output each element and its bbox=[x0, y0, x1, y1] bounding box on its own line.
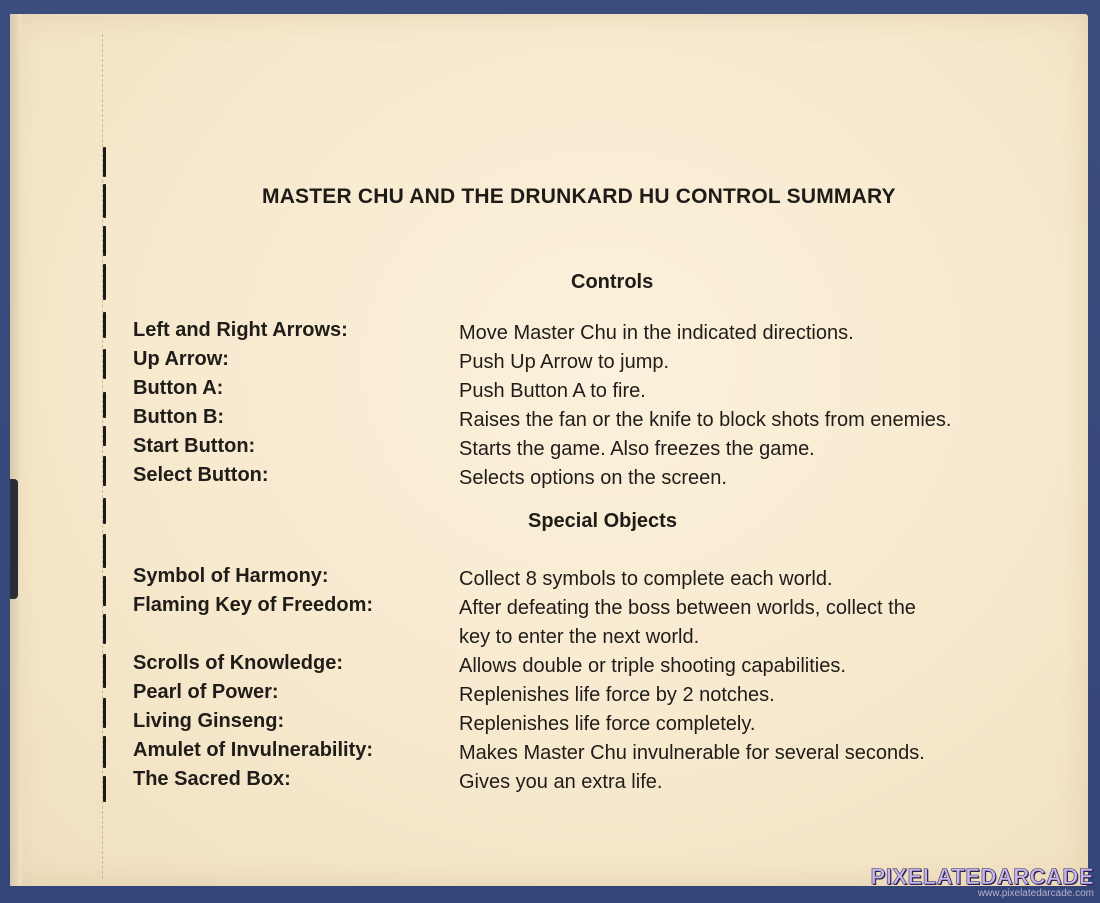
control-label: Start Button: bbox=[133, 435, 256, 457]
binding-mark bbox=[103, 147, 106, 177]
special-object-description: Gives you an extra life. bbox=[459, 771, 663, 793]
control-row bbox=[0, 377, 1100, 406]
special-object-description: Makes Master Chu invulnerable for several seconds. bbox=[459, 742, 925, 764]
special-object-description: After defeating the boss between worlds, collect the bbox=[459, 597, 916, 619]
control-description: Starts the game. Also freezes the game. bbox=[459, 438, 815, 460]
control-description: Selects options on the screen. bbox=[459, 467, 727, 489]
special-object-row bbox=[0, 652, 1100, 681]
special-object-label: Living Ginseng: bbox=[133, 710, 285, 732]
special-object-label: Scrolls of Knowledge: bbox=[133, 652, 344, 674]
control-row bbox=[0, 406, 1100, 435]
special-object-description: Replenishes life force completely. bbox=[459, 713, 756, 735]
special-object-label: The Sacred Box: bbox=[133, 768, 291, 790]
special-object-description-continued: key to enter the next world. bbox=[459, 626, 700, 648]
watermark bbox=[871, 864, 1094, 899]
control-description: Raises the fan or the knife to block shots from enemies. bbox=[459, 409, 952, 431]
control-label: Select Button: bbox=[133, 464, 269, 486]
binding-mark bbox=[103, 498, 106, 524]
special-object-description: Collect 8 symbols to complete each world. bbox=[459, 568, 833, 590]
page-title: MASTER CHU AND THE DRUNKARD HU CONTROL SUMMARY bbox=[262, 185, 896, 208]
control-row bbox=[0, 464, 1100, 493]
special-object-label: Pearl of Power: bbox=[133, 681, 279, 703]
special-object-description: Replenishes life force by 2 notches. bbox=[459, 684, 775, 706]
control-row bbox=[0, 348, 1100, 377]
control-label: Up Arrow: bbox=[133, 348, 229, 370]
control-label: Button B: bbox=[133, 406, 225, 428]
special-objects-heading: Special Objects bbox=[528, 510, 677, 532]
binding-mark bbox=[103, 184, 106, 218]
special-object-row bbox=[0, 565, 1100, 594]
control-description: Push Button A to fire. bbox=[459, 380, 646, 402]
special-object-description: Allows double or triple shooting capabilities. bbox=[459, 655, 846, 677]
special-object-row bbox=[0, 768, 1100, 797]
control-label: Button A: bbox=[133, 377, 224, 399]
control-row bbox=[0, 319, 1100, 348]
binding-mark bbox=[103, 226, 106, 256]
control-label: Left and Right Arrows: bbox=[133, 319, 348, 341]
binding-mark bbox=[103, 264, 106, 300]
binding-mark bbox=[103, 534, 106, 568]
watermark-brand: PIXELATEDARCADE bbox=[870, 864, 1094, 889]
control-description: Push Up Arrow to jump. bbox=[459, 351, 670, 373]
special-object-row bbox=[0, 681, 1100, 710]
control-description: Move Master Chu in the indicated directions. bbox=[459, 322, 854, 344]
special-object-label: Amulet of Invulnerability: bbox=[133, 739, 374, 761]
special-object-label: Symbol of Harmony: bbox=[133, 565, 329, 587]
control-row bbox=[0, 435, 1100, 464]
watermark-url: www.pixelatedarcade.com bbox=[977, 888, 1094, 899]
controls-heading: Controls bbox=[571, 271, 654, 293]
special-object-row bbox=[0, 594, 1100, 652]
special-object-label: Flaming Key of Freedom: bbox=[133, 594, 374, 616]
special-object-row bbox=[0, 739, 1100, 768]
special-object-row bbox=[0, 710, 1100, 739]
